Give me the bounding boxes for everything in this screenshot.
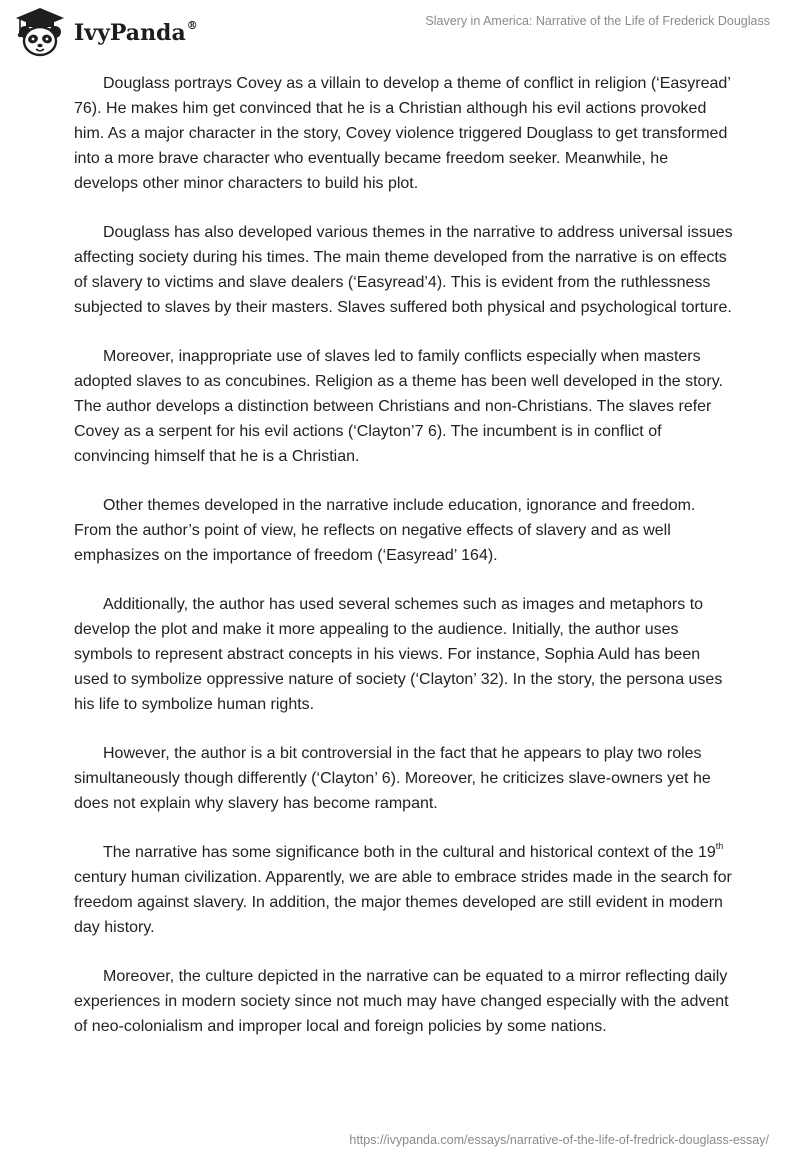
page-header (0, 0, 800, 64)
ordinal-suffix: th (715, 840, 724, 851)
document-title: Slavery in America: Narrative of the Life of Frederick Douglass (425, 14, 770, 28)
paragraph: Moreover, the culture depicted in the narrative can be equated to a mirror reflecting daily experiences in modern society since not much may have changed especially with the advent of neo-colonialism and improper local and foreign policies by some nations. (74, 968, 729, 1035)
ivypanda-logo[interactable] (12, 6, 198, 58)
essay-body (74, 71, 734, 1063)
paragraph: Douglass portrays Covey as a villain to develop a theme of conflict in religion (‘Easyread’ 76). He makes him get convinced that he is a Christian although his evil actions provoked him. As a major character in the story, Covey violence triggered Douglass to get transformed into a more brave character who eventually became freedom seeker. Meanwhile, he develops other minor characters to build his plot. (74, 75, 731, 192)
paragraph: Moreover, inappropriate use of slaves led to family conflicts especially when masters adopted slaves to as concubines. Religion as a theme has been well developed in the story. The author develops a distinction between Christians and non-Christians. The slaves refer Covey as a serpent for his evil actions (‘Clayton’7 6). The incumbent is in conflict of convincing himself that he is a Christian. (74, 348, 723, 465)
paragraph (74, 840, 734, 940)
paragraph-text: The narrative has some significance both in the cultural and historical context of the 19 (103, 844, 716, 861)
paragraph: However, the author is a bit controversial in the fact that he appears to play two roles simultaneously though differently (‘Clayton’ 6). Moreover, he criticizes slave-owners yet he does not explain why slavery has become rampant. (74, 745, 711, 812)
paragraph: Douglass has also developed various themes in the narrative to address universal issues affecting society during his times. The main theme developed from the narrative is on effects of slavery to victims and slave dealers (‘Easyread’4). This is evident from the ruthlessness subjected to slaves by their masters. Slaves suffered both physical and psychological torture. (74, 224, 733, 316)
paragraph: Other themes developed in the narrative include education, ignorance and freedom. From the author’s point of view, he reflects on negative effects of slavery and as well emphasizes on the importance of freedom (‘Easyread’ 164). (74, 497, 696, 564)
panda-graduate-icon (12, 6, 68, 58)
paragraph-text: century human civilization. Apparently, we are able to embrace strides made in the search for freedom against slavery. In addition, the major themes developed are still evident in modern day history. (74, 869, 732, 936)
brand-name: IvyPanda® (74, 18, 198, 46)
paragraph: Additionally, the author has used several schemes such as images and metaphors to develop the plot and make it more appealing to the audience. Initially, the author uses symbols to represent abstract concepts in his views. For instance, Sophia Auld has been used to symbolize oppressive nature of society (‘Clayton’ 32). In the story, the persona uses his life to symbolize human rights. (74, 596, 723, 713)
source-url[interactable]: https://ivypanda.com/essays/narrative-of-the-life-of-fredrick-douglass-essay/ (349, 1133, 769, 1147)
